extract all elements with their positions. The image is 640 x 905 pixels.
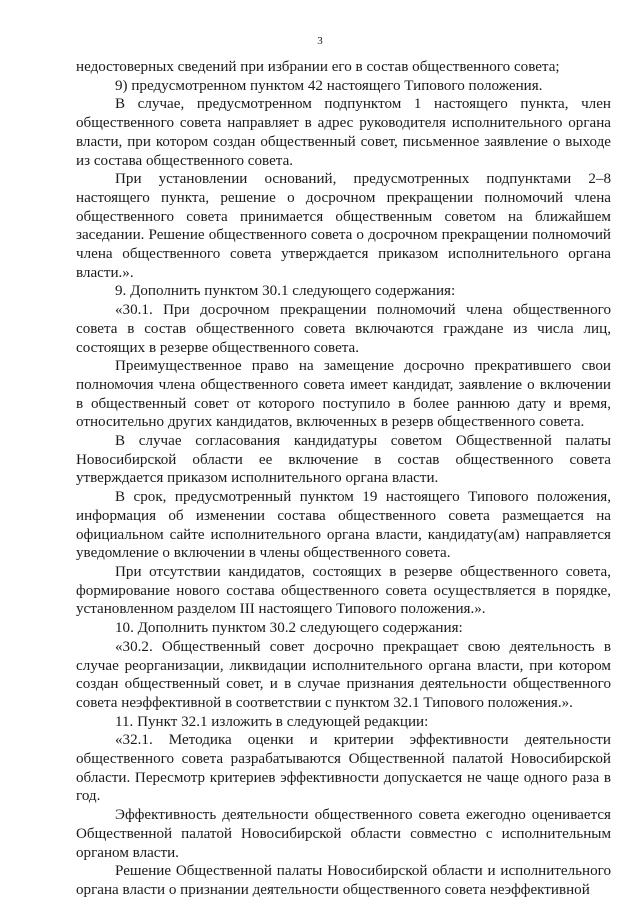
paragraph: В случае согласования кандидатуры советом Общественной палаты Новосибирской области ее включение в состав общественного совета утверждается приказом исполнительного органа власти. — [76, 433, 611, 487]
paragraph: В срок, предусмотренный пунктом 19 настоящего Типового положения, информация об изменении состава общественного совета размещается на официальном сайте исполнительного органа власти, кандидату(ам) направляется уведомление о включении в члены общественного совета. — [76, 489, 611, 562]
paragraph: «30.2. Общественный совет досрочно прекращает свою деятельность в случае реорганизации, ликвидации исполнительного органа власти, при котором создан общественный совет, и в случае признания деятельности общественного совета неэффективной в соответствии с пунктом 32.1 Типового положения.». — [76, 638, 611, 711]
paragraph: Решение Общественной палаты Новосибирской области и исполнительного органа власти о признании деятельности общественного совета неэффективной — [76, 863, 611, 898]
paragraph: Преимущественное право на замещение досрочно прекратившего свои полномочия члена общественного совета имеет кандидат, заявление о включении в общественный совет от которого поступило в более раннюю дату и время, относительно других кандидатов, включенных в резерв общественного совета. — [76, 358, 611, 431]
paragraph: 11. Пункт 32.1 изложить в следующей редакции: — [115, 713, 429, 730]
paragraph: 10. Дополнить пунктом 30.2 следующего содержания: — [115, 620, 463, 637]
paragraph: При установлении оснований, предусмотренных подпунктами 2–8 настоящего пункта, решение о досрочном прекращении полномочий члена общественного совета принимается общественным советом на ближайшем заседании. Решение общественного совета о досрочном прекращении полномочий члена общественного совета утверждается приказом исполнительного органа власти.». — [76, 171, 611, 281]
paragraph: 9) предусмотренном пунктом 42 настоящего Типового положения. — [115, 77, 543, 94]
paragraph: 9. Дополнить пунктом 30.1 следующего содержания: — [115, 283, 456, 300]
page-number: 3 — [317, 35, 323, 47]
paragraph: В случае, предусмотренном подпунктом 1 настоящего пункта, член общественного совета направляет в адрес руководителя исполнительного органа власти, при котором создан общественный совет, письменное заявление о выходе из состава общественного совета. — [76, 96, 611, 169]
paragraph: При отсутствии кандидатов, состоящих в резерве общественного совета, формирование нового состава общественного совета осуществляется в порядке, установленном разделом III настоящего Типового положения.». — [76, 563, 611, 618]
paragraph: Эффективность деятельности общественного совета ежегодно оценивается Общественной палатой Новосибирской области совместно с исполнительным органом власти. — [76, 807, 611, 861]
document-body — [76, 58, 611, 900]
paragraph: «30.1. При досрочном прекращении полномочий члена общественного совета в состав общественного совета включаются граждане из числа лиц, состоящих в резерве общественного совета. — [76, 302, 611, 356]
paragraph: недостоверных сведений при избрании его в состав общественного совета; — [76, 59, 560, 75]
paragraph: «32.1. Методика оценки и критерии эффективности деятельности общественного совета разрабатываются Общественной палатой Новосибирской области. Пересмотр критериев эффективности допускается не чаще одного раза в год. — [76, 732, 611, 805]
